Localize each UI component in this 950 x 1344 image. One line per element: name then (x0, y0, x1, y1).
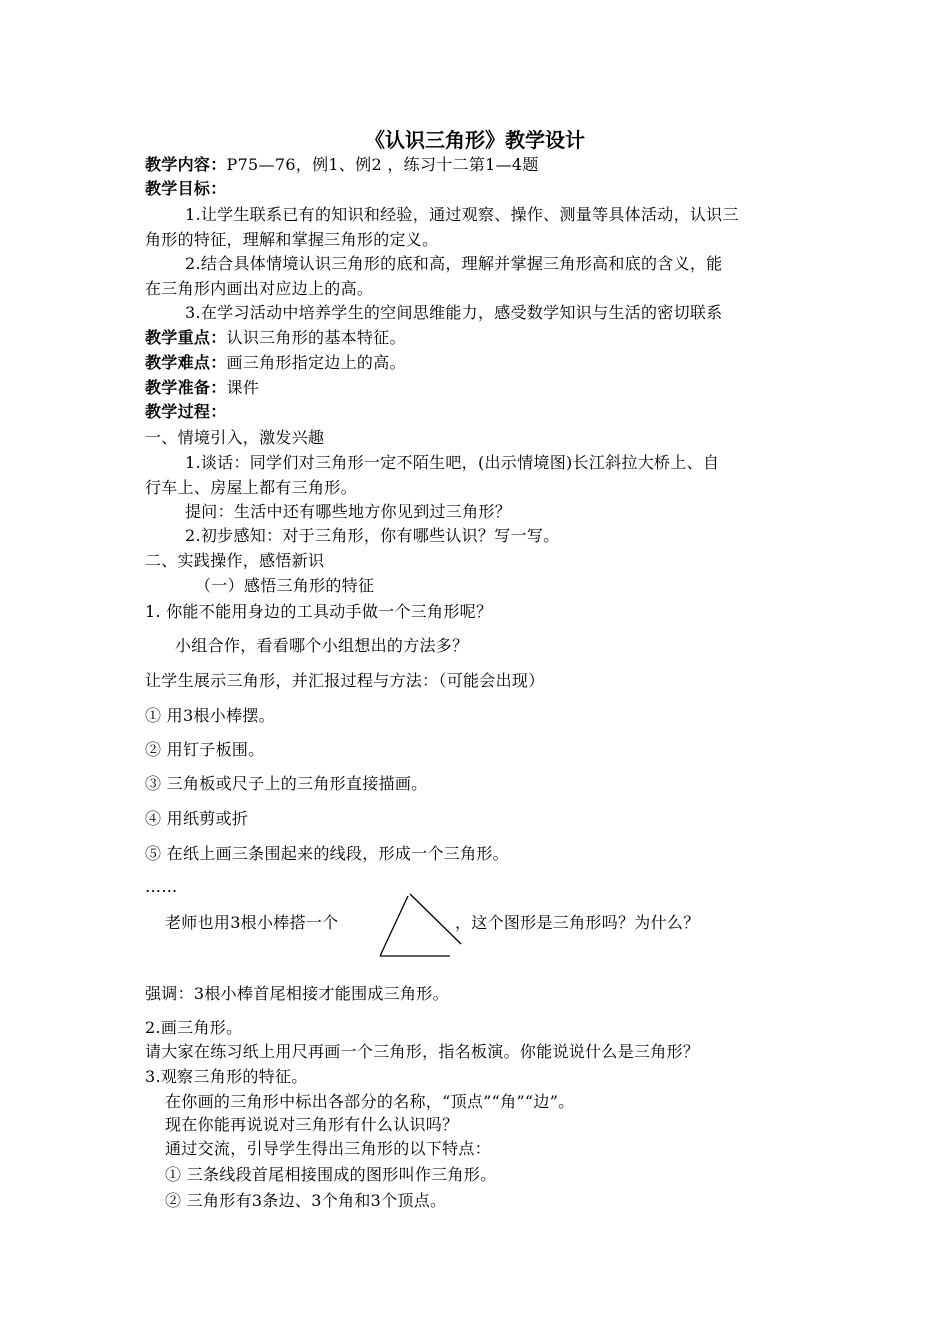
section-2-heading: 二、实践操作，感悟新识 (145, 551, 325, 570)
triangle-side-right (410, 894, 461, 944)
teaching-goals-label: 教学目标： (145, 179, 227, 198)
key-point-line (145, 326, 406, 350)
draw-triangle-text: 请大家在练习纸上用尺再画一个三角形，指名板演。你能说说什么是三角形？ (145, 1042, 700, 1061)
section-1-question: 提问：生活中还有哪些地方你见到过三角形？ (185, 502, 512, 521)
goal-1-line-b: 角形的特征，理解和掌握三角形的定义。 (145, 230, 439, 249)
document-title: 《认识三角形》教学设计 (365, 128, 585, 152)
observe-line: 现在你能再说说对三角形有什么认识吗？ (165, 1115, 459, 1134)
goal-2-line-a: 2.结合具体情境认识三角形的底和高，理解并掌握三角形高和底的含义，能 (185, 254, 723, 273)
section-1-heading: 一、情境引入，激发兴趣 (145, 428, 325, 447)
preparation-line (145, 376, 259, 400)
difficulty-label: 教学难点： (145, 353, 227, 372)
process-label: 教学过程： (145, 402, 227, 421)
triangle-question-text: ，这个图形是三角形吗？为什么？ (455, 913, 700, 932)
draw-triangle-heading: 2.画三角形。 (145, 1018, 243, 1037)
question-1: 1. 你能不能用身边的工具动手做一个三角形呢？ (145, 602, 493, 621)
key-point-value: 认识三角形的基本特征。 (226, 328, 406, 347)
section-1-talk-b: 行车上、房屋上都有三角形。 (145, 478, 357, 497)
preparation-label: 教学准备： (145, 378, 227, 397)
goal-3-line: 3.在学习活动中培养学生的空间思维能力，感受数学知识与生活的密切联系 (185, 303, 723, 322)
method-item: ⑤ 在纸上画三条围起来的线段，形成一个三角形。 (145, 844, 509, 863)
section-1-perception: 2.初步感知：对于三角形，你有哪些认识？写一写。 (185, 526, 560, 545)
goal-1-line-a: 1.让学生联系已有的知识和经验，通过观察、操作、测量等具体活动，认识三 (185, 205, 739, 224)
observe-line: 在你画的三角形中标出各部分的名称，“顶点”“角”“边”。 (165, 1092, 575, 1111)
emphasis-line: 强调：3根小棒首尾相接才能围成三角形。 (145, 984, 449, 1003)
observe-heading: 3.观察三角形的特征。 (145, 1067, 308, 1086)
goal-2-line-b: 在三角形内画出对应边上的高。 (145, 279, 374, 298)
show-triangle-line: 让学生展示三角形，并汇报过程与方法：（可能会出现） (145, 671, 545, 690)
group-work-line: 小组合作，看看哪个小组想出的方法多？ (175, 636, 469, 655)
observe-line: 通过交流，引导学生得出三角形的以下特点： (165, 1139, 492, 1158)
key-point-label: 教学重点： (145, 328, 227, 347)
teacher-sticks-text: 老师也用3根小棒搭一个 (165, 913, 339, 932)
difficulty-value: 画三角形指定边上的高。 (226, 353, 406, 372)
method-item: ② 用钉子板围。 (145, 740, 265, 759)
ellipsis: …… (145, 877, 178, 896)
teaching-content-value: P75—76，例1、例2 ，练习十二第1—4题 (226, 155, 539, 174)
method-item: ③ 三角板或尺子上的三角形直接描画。 (145, 774, 428, 793)
triangle-side-left (380, 896, 408, 956)
section-1-talk-a: 1.谈话：同学们对三角形一定不陌生吧，(出示情境图)长江斜拉大桥上、自 (185, 453, 720, 472)
feature-item: ① 三条线段首尾相接围成的图形叫作三角形。 (165, 1165, 497, 1184)
preparation-value: 课件 (226, 378, 260, 397)
feature-item: ② 三角形有3条边、3个角和3个顶点。 (165, 1191, 447, 1210)
difficulty-line (145, 351, 406, 375)
method-item: ① 用3根小棒摆。 (145, 706, 275, 725)
section-2-sub-heading: （一）感悟三角形的特征 (195, 576, 375, 595)
teaching-content-line (145, 153, 539, 177)
method-item: ④ 用纸剪或折 (145, 809, 249, 828)
teaching-content-label: 教学内容： (145, 155, 227, 174)
